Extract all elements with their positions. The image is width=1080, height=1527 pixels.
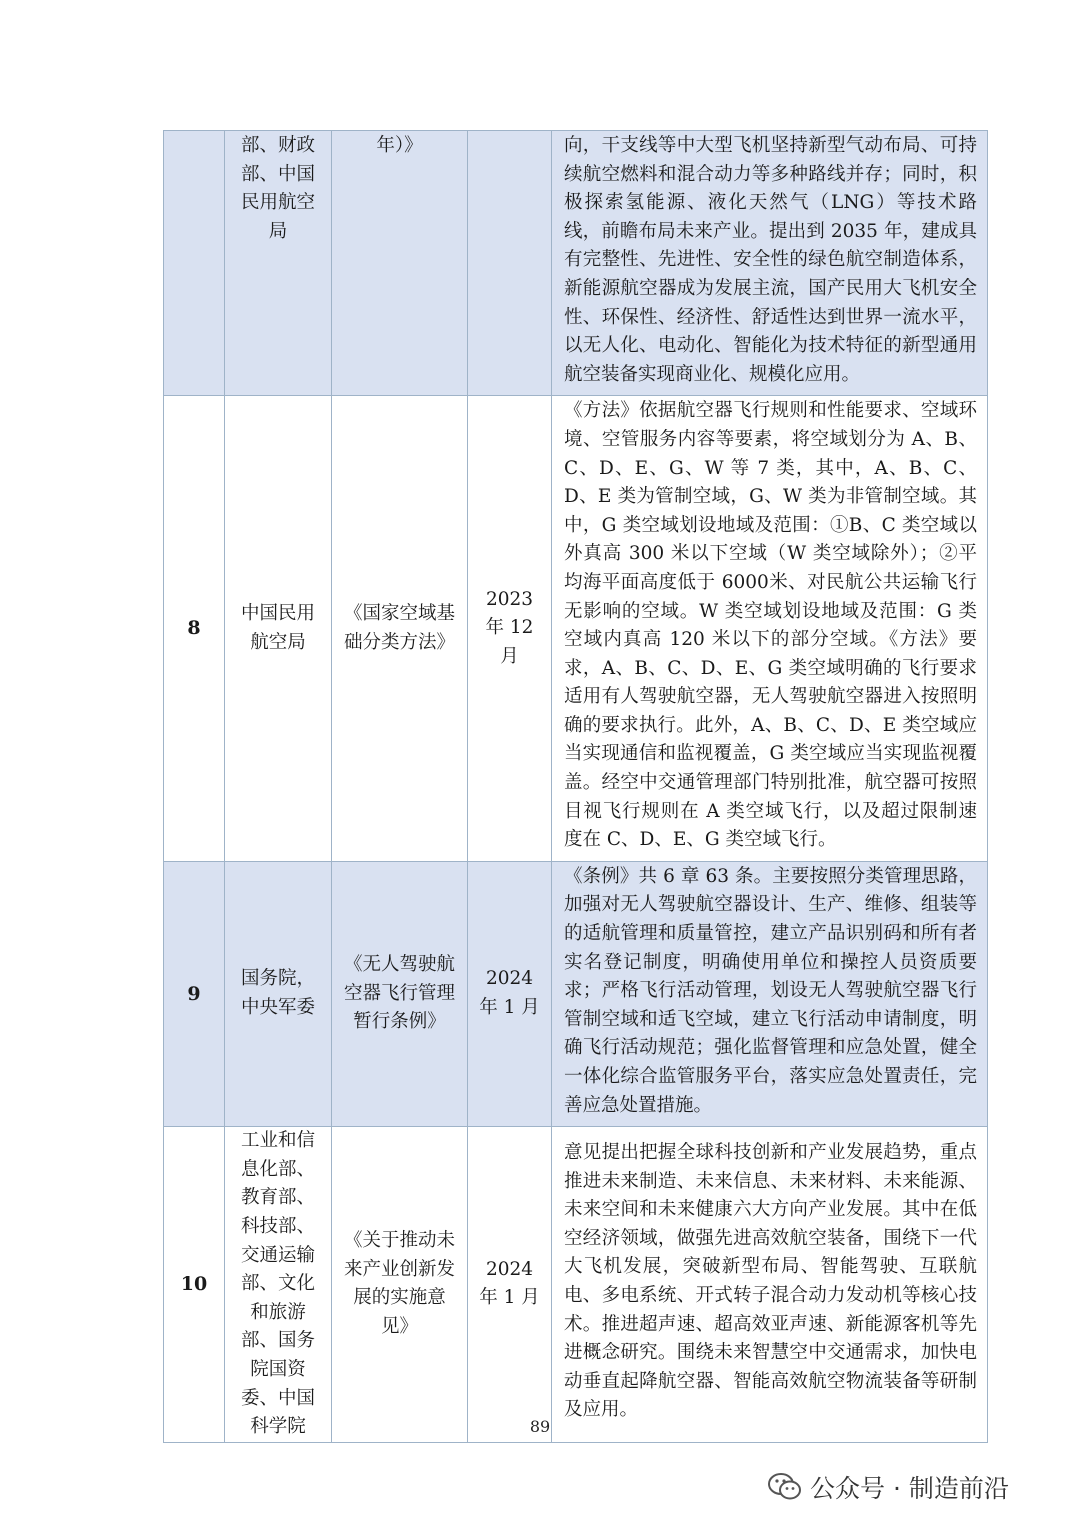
table-row: [164, 1127, 988, 1443]
policy-title-cell: 《国家空域基础分类方法》: [343, 603, 455, 653]
wechat-icon: [768, 1472, 802, 1502]
content-cell: 意见提出把握全球科技创新和产业发展趋势，重点推进未来制造、未来信息、未来材料、未来能源、未来空间和未来健康六大方向产业发展。其中在低空经济领域，做强先进高效航空装备，围绕下一代大飞机发展，突破新型布局、智能驾驶、互联航电、多电系统、开式转子混合动力发动机等核心技术。推进超声速、超高效亚声速、新能源客机等先进概念研究。围绕未来智慧空中交通需求，加快电动垂直起降航空器、智能高效航空物流装备等研制及应用。: [564, 1141, 977, 1421]
brand-text: 公众号 · 制造前沿: [810, 1474, 1009, 1503]
issuer-cell: 工业和信息化部、教育部、科技部、交通运输部、文化和旅游部、国务院国资委、中国科学院: [240, 1130, 315, 1438]
row-number: 9: [164, 861, 225, 1126]
content-cell: 《条例》共 6 章 63 条。主要按照分类管理思路，加强对无人驾驶航空器设计、生产、维修、组装等的适航管理和质量管控，建立产品识别码和所有者实名登记制度，明确使用单位和操控人员资质要求；严格飞行活动管理，划设无人驾驶航空器飞行管制空域和适飞空域，建立飞行活动申请制度，明确飞行活动规范；强化监督管理和应急处置，健全一体化综合监管服务平台，落实应急处置责任，完善应急处置措施。: [564, 865, 977, 1116]
date-cell: 2024 年 1 月: [479, 968, 540, 1019]
date-cell: 2023 年 12 月: [485, 588, 534, 667]
issuer-cell: 部、财政部、中国民用航空局: [240, 135, 315, 242]
row-number: 10: [164, 1127, 225, 1443]
policy-table: [163, 130, 988, 1443]
row-number: [164, 131, 225, 396]
row-number: 8: [164, 396, 225, 862]
content-cell: 《方法》依据航空器飞行规则和性能要求、空域环境、空管服务内容等要素，将空域划分为 A、B、C、D、E、G、W 等 7 类，其中，A、B、C、D、E 类为管制空域，G、W 类为非管制空域。其中，G 类空域划设地域及范围：①B、C 类空域以外真高 300 米以下空域（W 类空域除外）；②平均海平面高度低于 6000米、对民航公共运输飞行无影响的空域。W 类空域划设地域及范围：G 类空域内真高 120 米以下的部分空域。《方法》要求，A、B、C、D、E、G 类空域明确的飞行要求适用有人驾驶航空器，无人驾驶航空器进入按照明确的要求执行。此外，A、B、C、D、E 类空域应当实现通信和监视覆盖，G 类空域应当实现监视覆盖。经空中交通管理部门特别批准，航空器可按照目视飞行规则在 A 类空域飞行，以及超过限制速度在 C、D、E、G 类空域飞行。: [564, 400, 977, 851]
date-cell: 2024 年 1 月: [479, 1258, 540, 1309]
table-row: [164, 131, 988, 396]
policy-title-cell: 《关于推动未来产业创新发展的实施意见》: [343, 1230, 455, 1338]
table-row: [164, 396, 988, 862]
issuer-cell: 国务院，中央军委: [240, 968, 315, 1019]
date-cell: [468, 131, 552, 396]
content-cell: 向，干支线等中大型飞机坚持新型气动布局、可持续航空燃料和混合动力等多种路线并存；同时，积极探索氢能源、液化天然气（LNG）等技术路线，前瞻布局未来产业。提出到 2035 年，建成具有完整性、先进性、安全性的绿色航空制造体系，新能源航空器成为发展主流，国产民用大飞机安全性、环保性、经济性、舒适性达到世界一流水平，以无人化、电动化、智能化为技术特征的新型通用航空装备实现商业化、规模化应用。: [564, 135, 977, 385]
table-row: [164, 861, 988, 1126]
issuer-cell: 中国民用航空局: [240, 603, 315, 653]
policy-title-cell: 年）》: [376, 135, 423, 156]
policy-title-cell: 《无人驾驶航空器飞行管理暂行条例》: [343, 954, 455, 1033]
footer-brand: [768, 1470, 1009, 1504]
page-number: 89: [529, 1417, 551, 1436]
